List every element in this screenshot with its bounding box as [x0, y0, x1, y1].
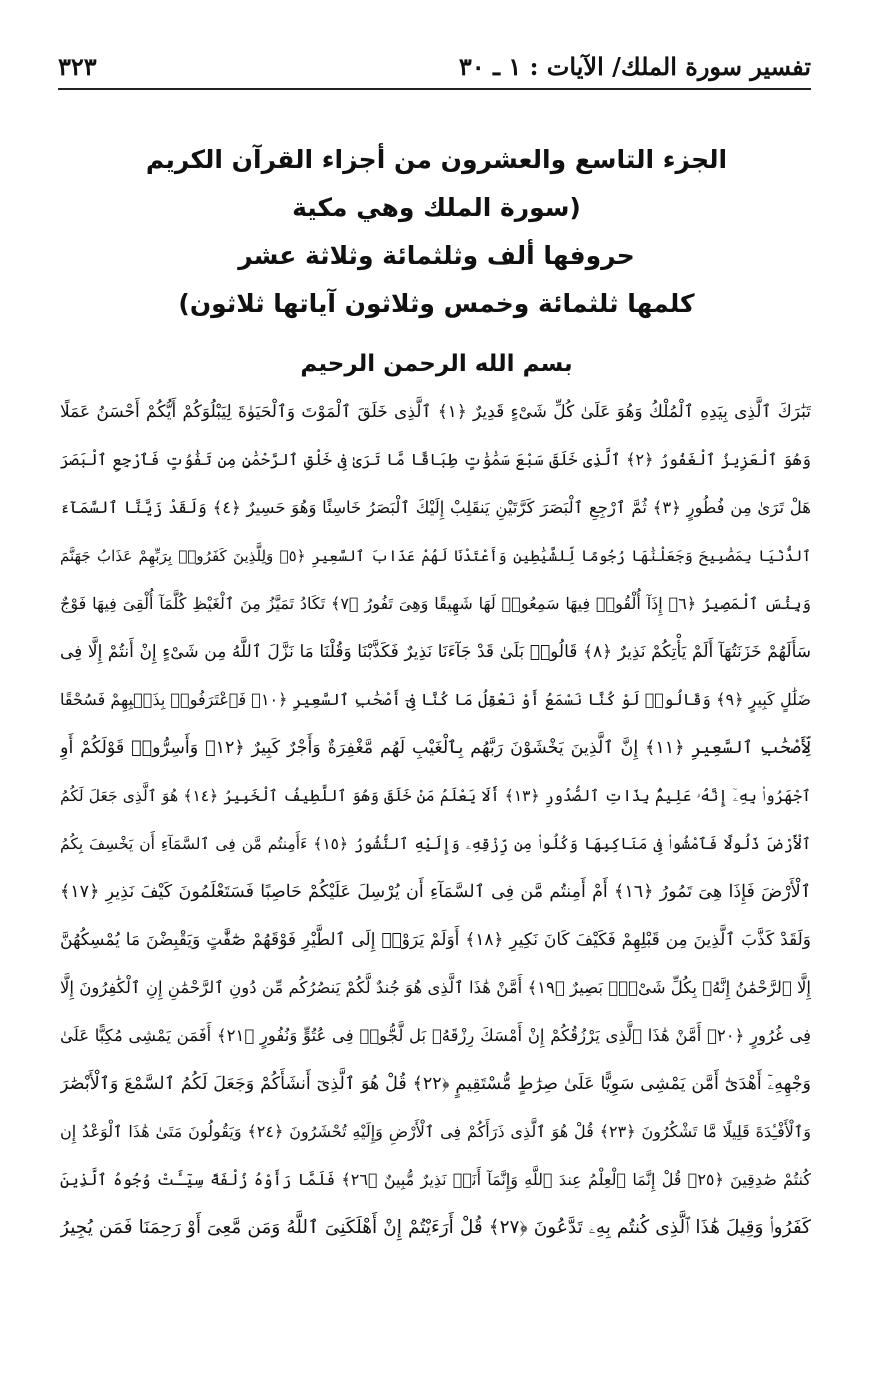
basmala: بسم الله الرحمن الرحيم	[300, 351, 573, 377]
verse-line-text: تَبَٰرَكَ ٱلَّذِى بِيَدِهِ ٱلْمُلْكُ وَهُوَ عَلَىٰ كُلِّ شَىْءٍ قَدِيرٌ ﴿١﴾ ٱلَّذِى خَلَقَ ٱلْمَوْتَ وَٱلْحَيَوٰةَ لِيَبْلُوَكُمْ أَيُّكُمْ أَحْسَنُ عَمَلًا	[60, 402, 811, 422]
verse-line	[60, 532, 811, 580]
verse-line	[60, 1012, 811, 1060]
verse-line-text: وَلَقَدْ كَذَّبَ ٱلَّذِينَ مِن قَبْلِهِمْ فَكَيْفَ كَانَ نَكِيرِ ﴿١٨﴾ أَوَلَمْ يَرَوْا۟ إِلَى ٱلطَّيْرِ فَوْقَهُمْ صَٰٓفَّٰتٍ وَيَقْبِضْنَ مَا يُمْسِكُهُنَّ	[60, 930, 811, 950]
verse-line	[60, 1156, 811, 1204]
verse-line	[60, 820, 811, 868]
verse-line-text: ضَلَٰلٍ كَبِيرٍ ﴿٩﴾ وَقَالُوا۟ لَوْ كُنَّا نَسْمَعُ أَوْ نَعْقِلُ مَا كُنَّا فِىٓ أَصْحَٰبِ ٱلسَّعِيرِ ﴿١٠﴾ فَٱعْتَرَفُوا۟ بِذَنۢبِهِمْ فَسُحْقًا	[60, 690, 811, 709]
verse-line	[60, 628, 811, 676]
verse-line	[60, 1204, 811, 1252]
running-header	[58, 52, 811, 90]
verse-line-text: ٱجْهَرُوا۟ بِهِۦٓ إِنَّهُۥ عَلِيمٌۢ بِذَاتِ ٱلصُّدُورِ ﴿١٣﴾ أَلَا يَعْلَمُ مَنْ خَلَقَ وَهُوَ ٱللَّطِيفُ ٱلْخَبِيرُ ﴿١٤﴾ هُوَ ٱلَّذِى جَعَلَ لَكُمُ	[60, 787, 811, 805]
verse-line-text: وَٱلْأَفْـِٔدَةَ قَلِيلًا مَّا تَشْكُرُونَ ﴿٢٣﴾ قُلْ هُوَ ٱلَّذِى ذَرَأَكُمْ فِى ٱلْأَرْضِ وَإِلَيْهِ تُحْشَرُونَ ﴿٢٤﴾ وَيَقُولُونَ مَتَىٰ هَٰذَا ٱلْوَعْدُ إِن	[60, 1122, 811, 1141]
intro-surah-name: (سورة الملك وهي مكية	[292, 193, 581, 222]
verse-line	[60, 1060, 811, 1108]
verse-line-text: وَهُوَ ٱلْعَزِيزُ ٱلْغَفُورُ ﴿٢﴾ ٱلَّذِى خَلَقَ سَبْعَ سَمَٰوَٰتٍ طِبَاقًا مَّا تَرَىٰ فِى خَلْقِ ٱلرَّحْمَٰنِ مِن تَفَٰوُتٍ فَٱرْجِعِ ٱلْبَصَرَ	[60, 450, 811, 469]
intro-juz-line: الجزء التاسع والعشرون من أجزاء القرآن الكريم	[145, 145, 728, 174]
verse-line	[60, 436, 811, 484]
verse-line	[60, 868, 811, 916]
verse-line-text: كُنتُمْ صَٰدِقِينَ ﴿٢٥﴾ قُلْ إِنَّمَا ٱلْعِلْمُ عِندَ ٱللَّهِ وَإِنَّمَآ أَنَا۠ نَذِيرٌ مُّبِينٌ ﴿٢٦﴾ فَلَمَّا رَأَوْهُ زُلْفَةً سِيٓـَٔتْ وُجُوهُ ٱلَّذِينَ	[60, 1170, 811, 1189]
intro-letters-count: حروفها ألف وثلثمائة وثلاثة عشر	[238, 241, 635, 270]
verse-line	[60, 772, 811, 820]
verse-line	[60, 388, 811, 436]
verse-line-text: ٱلدُّنْيَا بِمَصَٰبِيحَ وَجَعَلْنَٰهَا رُجُومًا لِّلشَّيَٰطِينِ وَأَعْتَدْنَا لَهُمْ عَذَابَ ٱلسَّعِيرِ ﴿٥﴾ وَلِلَّذِينَ كَفَرُوا۟ بِرَبِّهِمْ عَذَابُ جَهَنَّمَ	[60, 547, 811, 565]
quran-verses-block	[60, 388, 811, 1252]
intro-words-count: كلمها ثلثمائة وخمس وثلاثون آياتها ثلاثون)	[178, 289, 695, 318]
verse-line-text: ٱلْأَرْضَ فَإِذَا هِىَ تَمُورُ ﴿١٦﴾ أَمْ أَمِنتُم مَّن فِى ٱلسَّمَآءِ أَن يُرْسِلَ عَلَيْكُمْ حَاصِبًا فَسَتَعْلَمُونَ كَيْفَ نَذِيرِ ﴿١٧﴾	[60, 882, 811, 902]
verse-line-text: هَلْ تَرَىٰ مِن فُطُورٍ ﴿٣﴾ ثُمَّ ٱرْجِعِ ٱلْبَصَرَ كَرَّتَيْنِ يَنقَلِبْ إِلَيْكَ ٱلْبَصَرُ خَاسِئًا وَهُوَ حَسِيرٌ ﴿٤﴾ وَلَقَدْ زَيَّنَّا ٱلسَّمَآءَ	[60, 498, 811, 517]
verse-line-text: وَبِئْسَ ٱلْمَصِيرُ ﴿٦﴾ إِذَآ أُلْقُوا۟ فِيهَا سَمِعُوا۟ لَهَا شَهِيقًا وَهِىَ تَفُورُ ﴿٧﴾ تَكَادُ تَمَيَّزُ مِنَ ٱلْغَيْظِ كُلَّمَآ أُلْقِىَ فِيهَا فَوْجٌ	[60, 594, 811, 613]
surah-intro	[90, 136, 783, 388]
verse-line-text: إِلَّا ٱلرَّحْمَٰنُ إِنَّهُۥ بِكُلِّ شَىْءٍۭ بَصِيرٌ ﴿١٩﴾ أَمَّنْ هَٰذَا ٱلَّذِى هُوَ جُندٌ لَّكُمْ يَنصُرُكُم مِّن دُونِ ٱلرَّحْمَٰنِ إِنِ ٱلْكَٰفِرُونَ إِلَّا	[60, 978, 811, 997]
page-number: ٣٢٣	[58, 52, 97, 81]
verse-line-text: لِّأَصْحَٰبِ ٱلسَّعِيرِ ﴿١١﴾ إِنَّ ٱلَّذِينَ يَخْشَوْنَ رَبَّهُم بِٱلْغَيْبِ لَهُم مَّغْفِرَةٌ وَأَجْرٌ كَبِيرٌ ﴿١٢﴾ وَأَسِرُّوا۟ قَوْلَكُمْ أَوِ	[60, 738, 811, 758]
verse-line-text: سَأَلَهُمْ خَزَنَتُهَآ أَلَمْ يَأْتِكُمْ نَذِيرٌ ﴿٨﴾ قَالُوا۟ بَلَىٰ قَدْ جَآءَنَا نَذِيرٌ فَكَذَّبْنَا وَقُلْنَا مَا نَزَّلَ ٱللَّهُ مِن شَىْءٍ إِنْ أَنتُمْ إِلَّا فِى	[60, 642, 811, 662]
verse-line-text: فِى غُرُورٍ ﴿٢٠﴾ أَمَّنْ هَٰذَا ٱلَّذِى يَرْزُقُكُمْ إِنْ أَمْسَكَ رِزْقَهُۥ بَل لَّجُّوا۟ فِى عُتُوٍّ وَنُفُورٍ ﴿٢١﴾ أَفَمَن يَمْشِى مُكِبًّا عَلَىٰ	[60, 1026, 811, 1045]
verse-line	[60, 580, 811, 628]
verse-line	[60, 676, 811, 724]
verse-line-text: كَفَرُوا۟ وَقِيلَ هَٰذَا ٱلَّذِى كُنتُم بِهِۦ تَدَّعُونَ ﴿٢٧﴾ قُلْ أَرَءَيْتُمْ إِنْ أَهْلَكَنِىَ ٱللَّهُ وَمَن مَّعِىَ أَوْ رَحِمَنَا فَمَن يُجِيرُ	[60, 1217, 811, 1238]
verse-line	[60, 1108, 811, 1156]
header-title: تفسير سورة الملك/ الآيات : ١ ـ ٣٠	[458, 52, 811, 81]
verse-line	[60, 724, 811, 772]
verse-line	[60, 964, 811, 1012]
verse-line-text: ٱلْأَرْضَ ذَلُولًا فَٱمْشُوا۟ فِى مَنَاكِبِهَا وَكُلُوا۟ مِن رِّزْقِهِۦ وَإِلَيْهِ ٱلنُّشُورُ ﴿١٥﴾ ءَأَمِنتُم مَّن فِى ٱلسَّمَآءِ أَن يَخْسِفَ بِكُمُ	[60, 835, 811, 853]
verse-line-text: وَجْهِهِۦٓ أَهْدَىٰٓ أَمَّن يَمْشِى سَوِيًّا عَلَىٰ صِرَٰطٍ مُّسْتَقِيمٍ ﴿٢٢﴾ قُلْ هُوَ ٱلَّذِىٓ أَنشَأَكُمْ وَجَعَلَ لَكُمُ ٱلسَّمْعَ وَٱلْأَبْصَٰرَ	[60, 1074, 811, 1094]
verse-line	[60, 484, 811, 532]
verse-line	[60, 916, 811, 964]
